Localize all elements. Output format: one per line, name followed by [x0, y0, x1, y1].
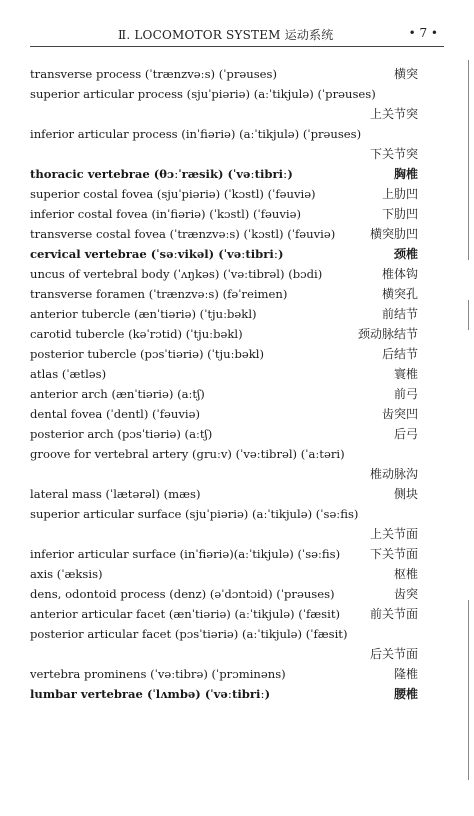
entry-term-chinese: 后关节面	[369, 647, 418, 661]
glossary-entry	[30, 124, 418, 144]
running-title: Ⅱ. LOCOMOTOR SYSTEM 运动系统	[118, 28, 334, 42]
entry-term-english: posterior tubercle (pɔsˈtiəriə) (ˈtjuːbəkl)	[30, 347, 265, 361]
entry-term-english: uncus of vertebral body (ˈʌŋkəs) (ˈvəːtibrəl) (bɔdi)	[30, 267, 323, 281]
glossary-entry	[30, 364, 418, 384]
glossary-entry	[30, 64, 418, 84]
entry-term-chinese: 前弓	[393, 387, 418, 401]
entry-term-english: inferior articular process (inˈfiəriə) (aːˈtikjulə) (ˈprəuses)	[30, 127, 362, 141]
entry-term-english: lateral mass (ˈlætərəl) (mæs)	[30, 487, 201, 501]
entry-term-english: superior articular surface (sjuˈpiəriə) (aːˈtikjulə) (ˈsəːfis)	[30, 507, 359, 521]
entry-term-english: carotid tubercle (kəˈrɔtid) (ˈtjuːbəkl)	[30, 327, 243, 341]
glossary-entry	[30, 524, 418, 544]
entry-term-english: vertebra prominens (ˈvəːtibrə) (ˈprɔminəns)	[30, 667, 286, 681]
glossary-entry	[30, 624, 418, 644]
glossary-entry	[30, 284, 418, 304]
entry-term-chinese: 椎体钩	[381, 267, 418, 281]
glossary-entry	[30, 444, 418, 464]
entry-term-chinese: 寰椎	[393, 367, 418, 381]
glossary-entry	[30, 144, 418, 164]
entry-term-english: atlas (ˈætləs)	[30, 367, 107, 381]
glossary-entry	[30, 184, 418, 204]
entry-term-chinese: 颈动脉结节	[357, 327, 418, 341]
entry-term-english: axis (ˈæksis)	[30, 567, 103, 581]
entry-term-english: transverse costal fovea (ˈtrænzvəːs) (ˈkɔstl) (ˈfəuviə)	[30, 227, 336, 241]
glossary-entry	[30, 324, 418, 344]
entry-term-chinese: 后弓	[393, 427, 418, 441]
entry-term-english: dens, odontoid process (denz) (əˈdɔntɔid) (ˈprəuses)	[30, 587, 335, 601]
glossary-entry	[30, 344, 418, 364]
entry-term-chinese: 横突孔	[381, 287, 418, 301]
entry-term-chinese: 后结节	[381, 347, 418, 361]
entry-term-chinese: 上关节突	[369, 107, 418, 121]
entry-term-chinese: 齿突凹	[381, 407, 418, 421]
entry-term-english: groove for vertebral artery (gruːv) (ˈvəːtibrəl) (ˈaːtəri)	[30, 447, 345, 461]
entry-term-chinese: 下关节面	[369, 547, 418, 561]
glossary-entry	[30, 464, 418, 484]
entry-term-chinese: 前结节	[381, 307, 418, 321]
glossary-entry	[30, 424, 418, 444]
entry-term-english: transverse foramen (ˈtrænzvəːs) (fəˈreimen)	[30, 287, 288, 301]
entry-term-chinese: 横突	[393, 67, 418, 81]
glossary-entry	[30, 564, 418, 584]
glossary-entry	[30, 84, 418, 104]
entry-term-english: superior costal fovea (sjuˈpiəriə) (ˈkɔstl) (ˈfəuviə)	[30, 187, 316, 201]
entry-term-chinese: 颈椎	[393, 247, 418, 261]
page-edge-marks	[464, 0, 474, 816]
entry-term-chinese: 上关节面	[369, 527, 418, 541]
glossary-entry	[30, 204, 418, 224]
glossary-entry	[30, 604, 418, 624]
glossary-entry	[30, 244, 418, 264]
glossary-entry	[30, 664, 418, 684]
entry-term-chinese: 上肋凹	[381, 187, 418, 201]
glossary-entry	[30, 504, 418, 524]
glossary-entry	[30, 224, 418, 244]
glossary-list	[30, 64, 418, 704]
glossary-entry	[30, 644, 418, 664]
entry-term-chinese: 前关节面	[369, 607, 418, 621]
glossary-entry	[30, 264, 418, 284]
entry-term-english: posterior arch (pɔsˈtiəriə) (aːtʃ)	[30, 427, 213, 441]
entry-term-english: posterior articular facet (pɔsˈtiəriə) (aːˈtikjulə) (ˈfæsit)	[30, 627, 348, 641]
glossary-entry	[30, 404, 418, 424]
glossary-entry	[30, 584, 418, 604]
glossary-entry	[30, 304, 418, 324]
entry-term-chinese: 隆椎	[393, 667, 418, 681]
entry-term-chinese: 齿突	[393, 587, 418, 601]
glossary-entry	[30, 684, 418, 704]
entry-term-chinese: 下肋凹	[381, 207, 418, 221]
entry-term-chinese: 横突肋凹	[369, 227, 418, 241]
entry-term-english: inferior costal fovea (inˈfiəriə) (ˈkɔstl) (ˈfəuviə)	[30, 207, 301, 221]
entry-term-english: dental fovea (ˈdentl) (ˈfəuviə)	[30, 407, 201, 421]
entry-term-english: anterior tubercle (ænˈtiəriə) (ˈtjuːbəkl)	[30, 307, 257, 321]
entry-term-chinese: 枢椎	[393, 567, 418, 581]
page-number: • 7 •	[408, 26, 438, 40]
entry-term-english: inferior articular surface (inˈfiəriə)(aːˈtikjulə) (ˈsəːfis)	[30, 547, 341, 561]
entry-term-english: cervical vertebrae (ˈsəːvikəl) (ˈvəːtibriː)	[30, 247, 284, 261]
entry-term-english: thoracic vertebrae (θɔːˈræsik) (ˈvəːtibriː)	[30, 167, 293, 181]
glossary-entry	[30, 164, 418, 184]
entry-term-english: anterior articular facet (ænˈtiəriə) (aːˈtikjulə) (ˈfæsit)	[30, 607, 341, 621]
entry-term-chinese: 下关节突	[369, 147, 418, 161]
entry-term-english: transverse process (ˈtrænzvəːs) (ˈprəuses)	[30, 67, 278, 81]
entry-term-chinese: 腰椎	[393, 687, 418, 701]
glossary-entry	[30, 104, 418, 124]
glossary-entry	[30, 484, 418, 504]
glossary-entry	[30, 384, 418, 404]
entry-term-chinese: 侧块	[393, 487, 418, 501]
page-header	[30, 20, 444, 47]
entry-term-chinese: 胸椎	[393, 167, 418, 181]
entry-term-english: anterior arch (ænˈtiəriə) (aːtʃ)	[30, 387, 205, 401]
glossary-entry	[30, 544, 418, 564]
entry-term-english: lumbar vertebrae (ˈlʌmbə) (ˈvəːtibriː)	[30, 687, 271, 701]
entry-term-chinese: 椎动脉沟	[369, 467, 418, 481]
entry-term-english: superior articular process (sjuˈpiəriə) (aːˈtikjulə) (ˈprəuses)	[30, 87, 376, 101]
